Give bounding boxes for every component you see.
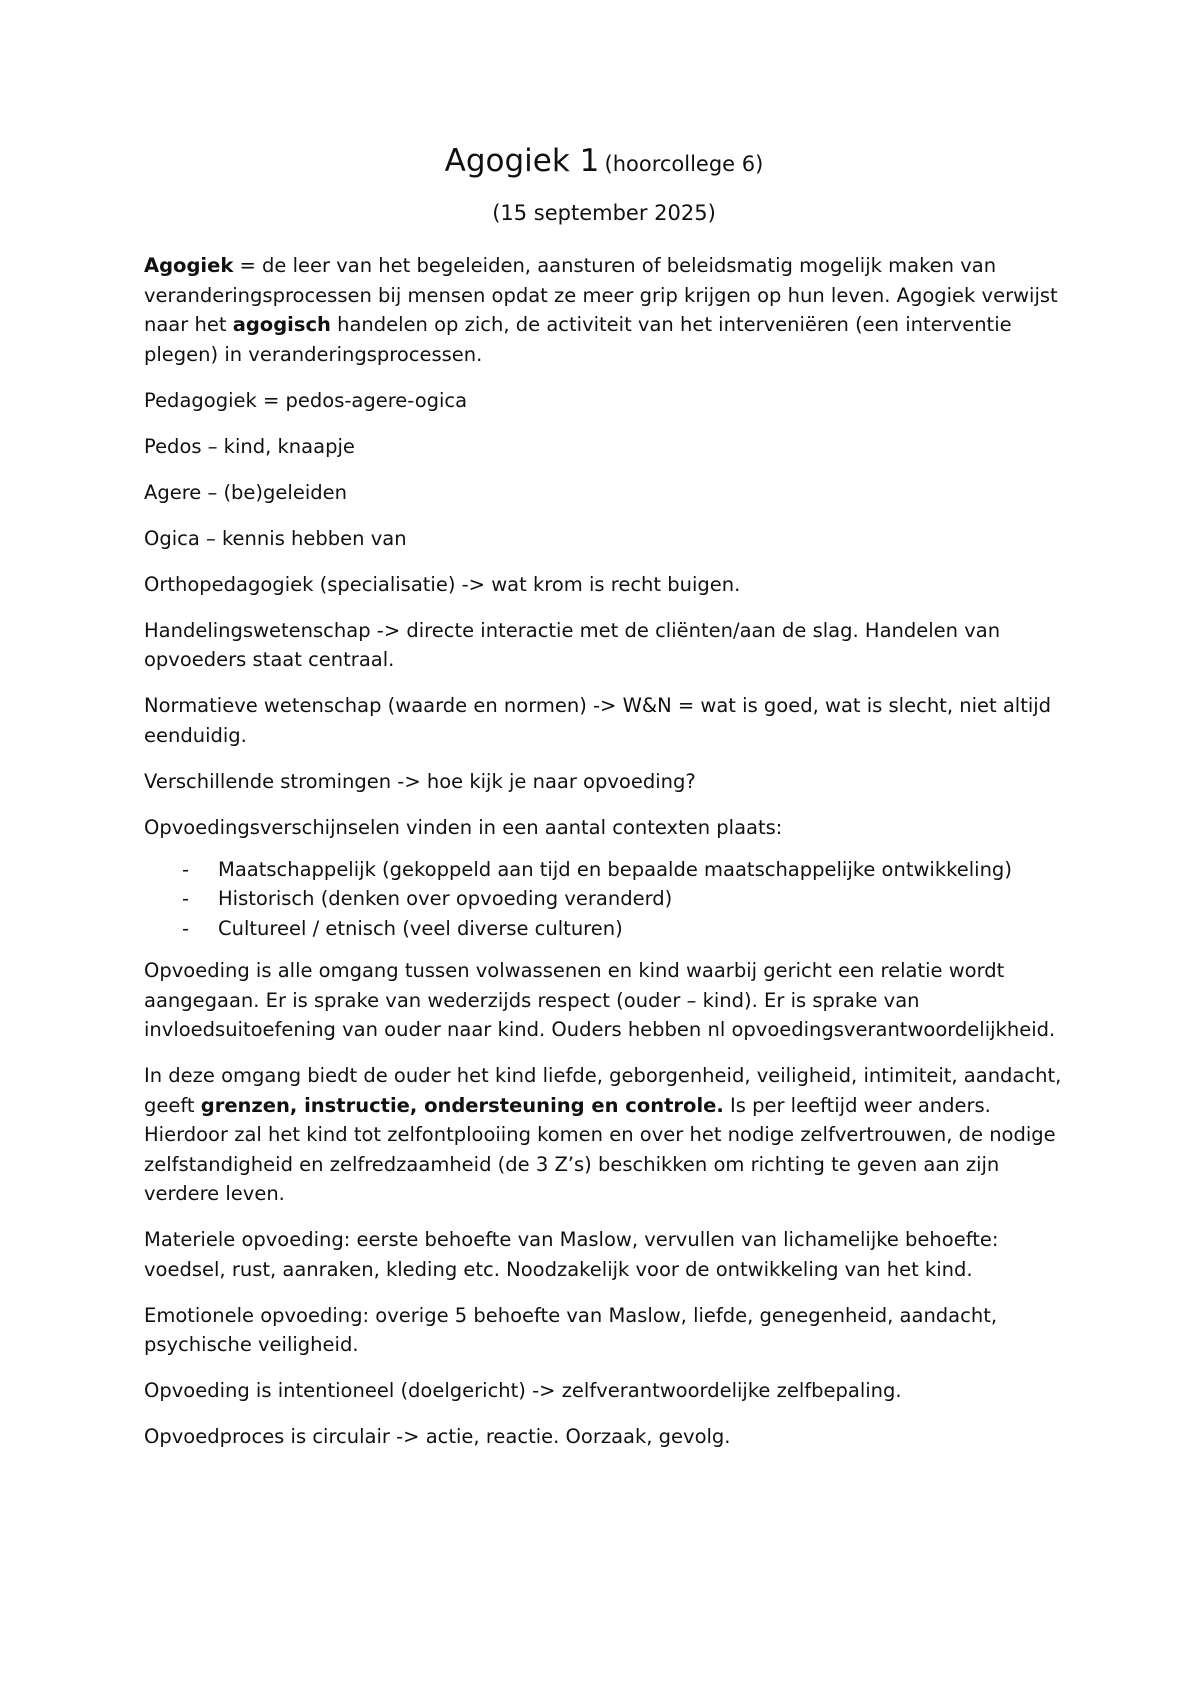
document-title: [144, 143, 1064, 179]
term-agogiek: Agogiek: [144, 254, 234, 277]
paragraph-materiele-opvoeding: Materiele opvoeding: eerste behoefte van Maslow, vervullen van lichamelijke behoefte: voedsel, rust, aanraken, kleding etc. Noodzakelijk voor de ontwikkeling van het kind.: [144, 1228, 999, 1281]
omgang-text-a: In deze omgang biedt de ouder het kind liefde, geborgenheid, veiligheid, intimiteit, aandacht, geeft: [144, 1064, 1062, 1117]
title-main: Agogiek 1: [444, 143, 600, 179]
paragraph-agogiek-definition: [144, 251, 1064, 369]
paragraph-opvoeding: Opvoeding is alle omgang tussen volwassenen en kind waarbij gericht een relatie wordt aangegaan. Er is sprake van wederzijds respect (ouder – kind). Er is sprake van invloedsuitoefening van ouder naar kind. Ouders hebben nl opvoedingsverantwoordelijkheid.: [144, 959, 1056, 1041]
agogiek-text-a: = de leer van het begeleiden, aansturen of beleidsmatig mogelijk maken van veranderingsprocessen bij mensen opdat ze meer grip krijgen op hun leven. Agogiek verwijst naar het: [144, 254, 1058, 336]
dash-bullet: -: [182, 857, 190, 881]
list-item: [144, 884, 1064, 914]
list-item: [144, 855, 1064, 885]
document-body: [144, 251, 1064, 1468]
list-item-text: Historisch (denken over opvoeding veranderd): [218, 887, 673, 910]
paragraph-emotionele-opvoeding: Emotionele opvoeding: overige 5 behoefte van Maslow, liefde, genegenheid, aandacht, psychische veiligheid.: [144, 1303, 998, 1356]
document-date: (15 september 2025): [492, 201, 716, 225]
agogiek-text-b: handelen op zich, de activiteit van het interveniëren (een interventie plegen) in veranderingsprocessen.: [144, 313, 1012, 366]
paragraph-pedagogiek: Pedagogiek = pedos-agere-ogica: [144, 388, 468, 412]
context-list: [144, 855, 1064, 944]
list-item-text: Maatschappelijk (gekoppeld aan tijd en bepaalde maatschappelijke ontwikkeling): [218, 857, 1012, 881]
paragraph-pedos: Pedos – kind, knaapje: [144, 434, 355, 458]
paragraph-intentioneel: Opvoeding is intentioneel (doelgericht) -> zelfverantwoordelijke zelfbepaling.: [144, 1379, 902, 1402]
paragraph-stromingen: Verschillende stromingen -> hoe kijk je naar opvoeding?: [144, 769, 696, 793]
paragraph-orthopedagogiek: Orthopedagogiek (specialisatie) -> wat krom is recht buigen.: [144, 572, 741, 596]
paragraph-normatieve-wetenschap: Normatieve wetenschap (waarde en normen) -> W&N = wat is goed, wat is slecht, niet altijd eenduidig.: [144, 694, 1052, 747]
list-item-text: Cultureel / etnisch (veel diverse culturen): [218, 916, 623, 940]
paragraph-contexten: Opvoedingsverschijnselen vinden in een aantal contexten plaats:: [144, 815, 783, 839]
paragraph-handelingswetenschap: Handelingswetenschap -> directe interactie met de cliënten/aan de slag. Handelen van opvoeders staat centraal.: [144, 618, 1001, 671]
paragraph-circulair: Opvoedproces is circulair -> actie, reactie. Oorzaak, gevolg.: [144, 1425, 731, 1448]
paragraph-omgang: [144, 1061, 1064, 1209]
omgang-text-b: Is per leeftijd weer anders. Hierdoor zal het kind tot zelfontplooiing komen en over het nodige zelfvertrouwen, de nodige zelfstandigheid en zelfredzaamheid (de 3 Z’s) beschikken om richting te geven aan zijn verdere leven.: [144, 1093, 1056, 1205]
omgang-bold: grenzen, instructie, ondersteuning en controle.: [200, 1093, 724, 1117]
title-sub: (hoorcollege 6): [604, 152, 764, 176]
paragraph-agere: Agere – (be)geleiden: [144, 480, 347, 504]
term-agogisch: agogisch: [232, 313, 331, 336]
dash-bullet: -: [182, 887, 190, 910]
paragraph-ogica: Ogica – kennis hebben van: [144, 526, 407, 550]
list-item: [144, 914, 1064, 944]
dash-bullet: -: [182, 916, 190, 940]
